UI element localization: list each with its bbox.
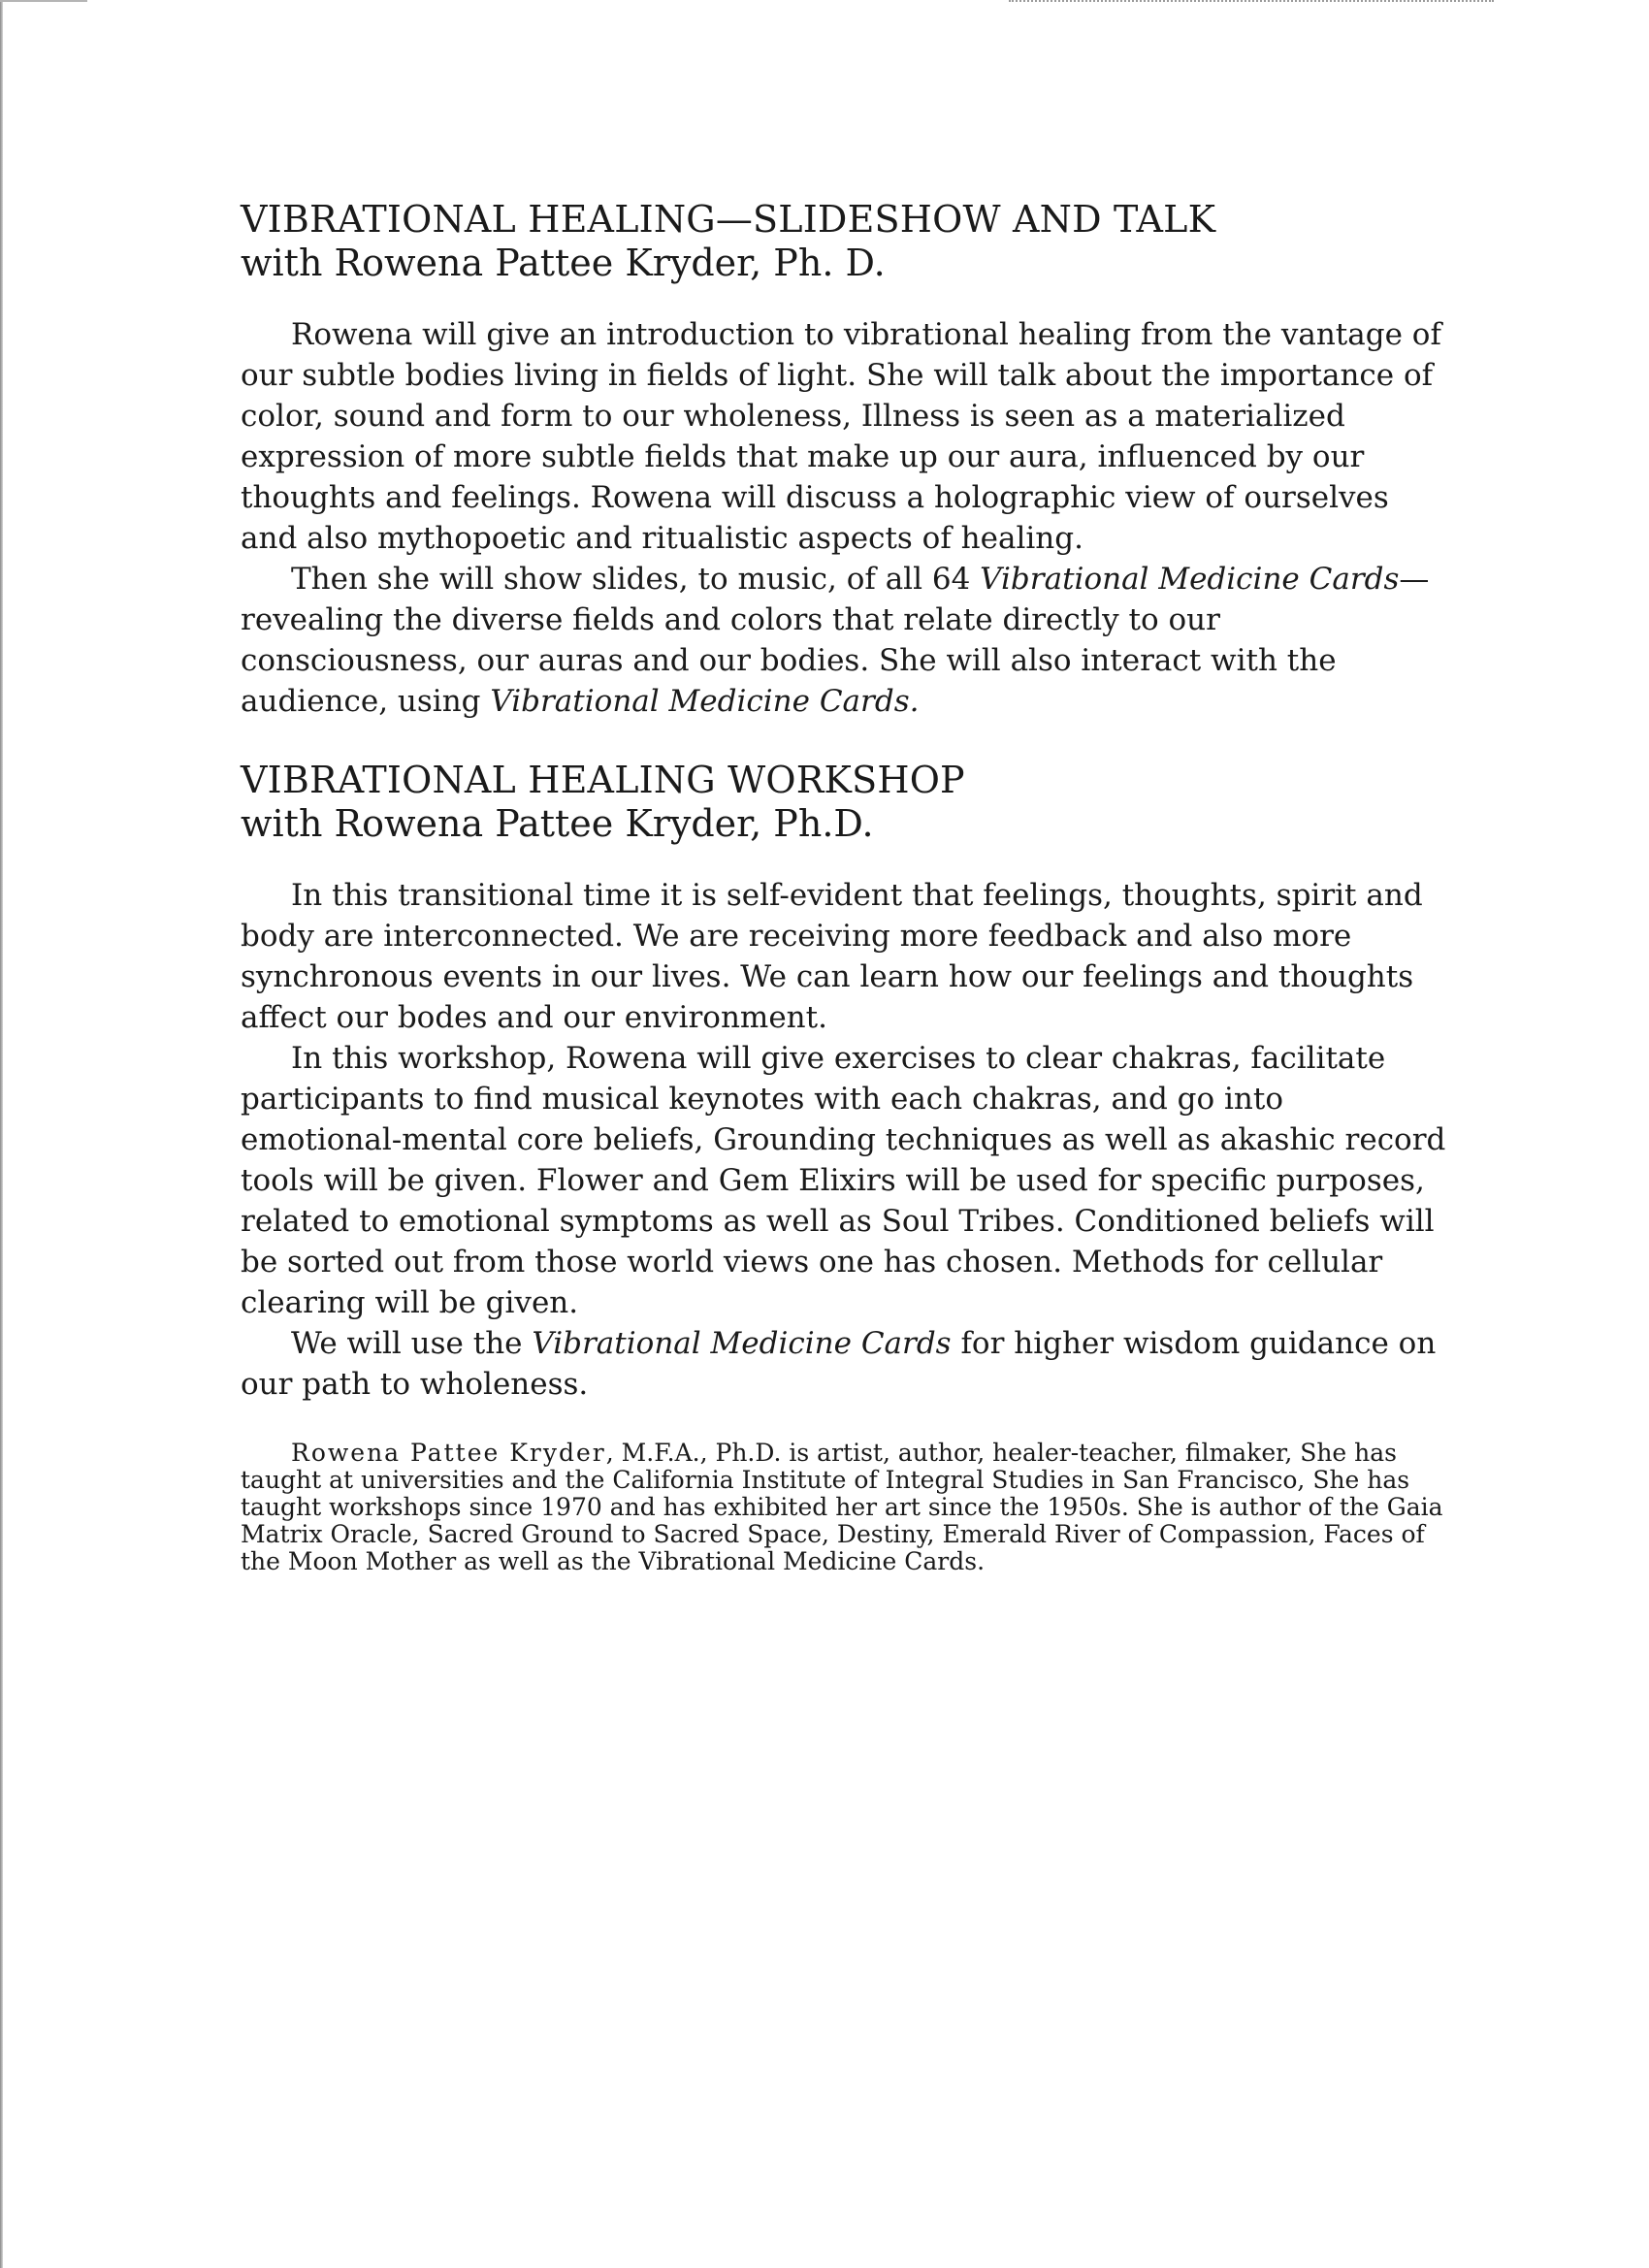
scan-top-left-mark — [0, 0, 87, 2]
author-bio-name: Rowena Pattee Kryder — [291, 1439, 606, 1467]
author-bio-text: , M.F.A., Ph.D. is artist, author, healer-teacher, filmaker, She has taught at universities and the California Institute of Integral Studies in San Francisco, She has taught workshops since 1970 and has exhibited her art since the 1950s. She is author of the Gaia Matrix Oracle, Sacred Ground to Sacred Space, Destiny, Emerald River of Compassion, Faces of the Moon Mother as well as the Vibrational Medicine Cards. — [241, 1439, 1443, 1575]
section2-paragraph-3 — [241, 1323, 1453, 1405]
section2-paragraph-3-italic: Vibrational Medicine Cards — [532, 1326, 952, 1361]
section2-paragraph-3-text-b: for higher wisdom guidance on our path to wholeness. — [241, 1326, 1437, 1402]
section2-paragraph-1: In this transitional time it is self-evident that feelings, thoughts, spirit and body are interconnected. We are receiving more feedback and also more synchronous events in our lives. We can learn how our feelings and thoughts affect our bodes and our environment. — [241, 878, 1423, 1035]
section2-paragraph-2: In this workshop, Rowena will give exercises to clear chakras, facilitate participants to find musical keynotes with each chakras, and go into emotional-mental core beliefs, Grounding techniques as well as akashic record tools will be given. Flower and Gem Elixirs will be used for specific purposes, related to emotional symptoms as well as Soul Tribes. Conditioned beliefs will be sorted out from those world views one has chosen. Methods for cellular clearing will be given. — [241, 1041, 1446, 1320]
scan-left-edge — [0, 0, 3, 2268]
author-bio — [241, 1440, 1453, 1575]
section1-subtitle: with Rowena Pattee Kryder, Ph. D. — [241, 242, 886, 284]
section2-subtitle: with Rowena Pattee Kryder, Ph.D. — [241, 802, 874, 845]
section1-paragraph-2 — [241, 559, 1453, 722]
document-body — [241, 198, 1453, 1575]
section2-title: VIBRATIONAL HEALING WORKSHOP — [241, 759, 965, 801]
section1-title: VIBRATIONAL HEALING—SLIDESHOW AND TALK — [241, 198, 1216, 241]
section1-paragraph-2-text-a: Then she will show slides, to music, of all 64 — [291, 562, 981, 597]
scan-top-edge — [1009, 0, 1494, 4]
section1-paragraph-2-italic-2: Vibrational Medicine Cards. — [490, 684, 920, 719]
section1-paragraph-1: Rowena will give an introduction to vibrational healing from the vantage of our subtle bodies living in fields of light. She will talk about the importance of color, sound and form to our wholeness, Illness is seen as a materialized expression of more subtle fields that make up our aura, influenced by our thoughts and feelings. Rowena will discuss a holographic view of ourselves and also mythopoetic and ritualistic aspects of healing. — [241, 317, 1441, 556]
section1-paragraph-2-text-b: —revealing the diverse fields and colors that relate directly to our consciousness, our auras and our bodies. She will also interact with the audience, using — [241, 562, 1430, 719]
section-spacer — [241, 722, 1453, 759]
section1-paragraph-2-italic-1: Vibrational Medicine Cards — [980, 562, 1400, 597]
section2-paragraph-3-text-a: We will use the — [291, 1326, 533, 1361]
